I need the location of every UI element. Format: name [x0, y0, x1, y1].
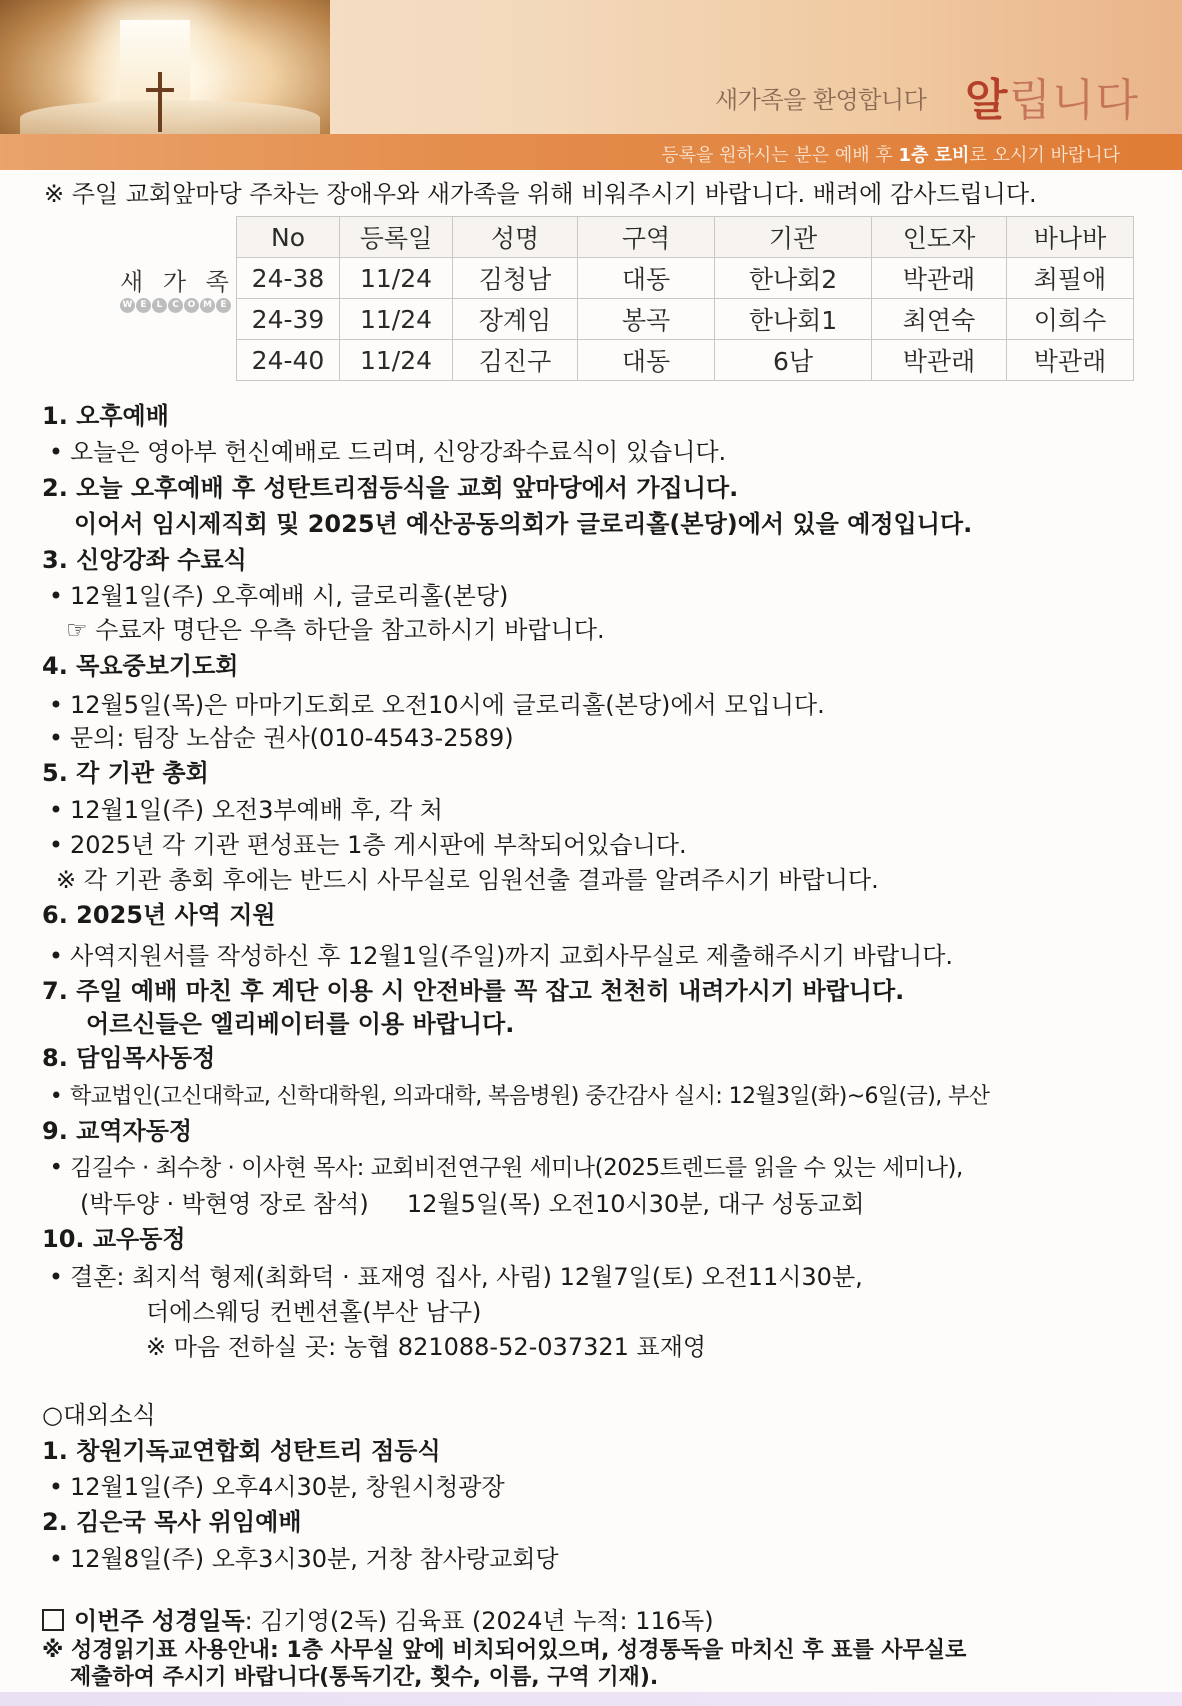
- cross-icon: [158, 72, 162, 132]
- list-item: • 김길수 · 최수창 · 이사현 목사: 교회비전연구원 세미나(2025트렌드를 읽을 수 있는 세미나),: [49, 1155, 963, 1181]
- col-header: 성명: [453, 217, 578, 258]
- item-4-title: 4. 목요중보기도회: [42, 652, 239, 680]
- list-item: • 12월8일(주) 오후3시30분, 거창 참사랑교회당: [48, 1545, 559, 1573]
- list-item: • 2025년 각 기관 편성표는 1층 게시판에 부착되어있습니다.: [48, 831, 687, 859]
- header-banner: [0, 0, 1182, 170]
- footer-band: [0, 1692, 1182, 1706]
- account-note: ※ 마음 전하실 곳: 농협 821088-52-037321 표재영: [146, 1333, 707, 1361]
- reading-note-line-2: 제출하여 주시기 바랍니다(통독기간, 횟수, 이름, 구역 기재).: [70, 1665, 659, 1690]
- checkbox-square-icon: [42, 1609, 64, 1631]
- list-item: • 결혼: 최지석 형제(최화덕 · 표재영 집사, 사림) 12월7일(토) 오전11시30분,: [48, 1263, 863, 1291]
- bible-reading-line: 이번주 성경일독: 김기영(2독) 김육표 (2024년 누적: 116독): [42, 1606, 714, 1636]
- list-item-note: ※ 각 기관 총회 후에는 반드시 사무실로 임원선출 결과를 알려주시기 바랍니다.: [56, 866, 879, 894]
- list-item: • 12월1일(주) 오후예배 시, 글로리홀(본당): [48, 582, 509, 610]
- item-8-title: 8. 담임목사동정: [42, 1044, 216, 1072]
- table-row: 24-39 11/24 장계임 봉곡 한나회1 최연숙 이희수: [237, 299, 1134, 340]
- item-9-title: 9. 교역자동정: [42, 1117, 193, 1145]
- list-item: • 12월1일(주) 오전3부예배 후, 각 처: [48, 796, 443, 824]
- list-item: • 오늘은 영아부 헌신예배로 드리며, 신앙강좌수료식이 있습니다.: [48, 438, 727, 466]
- list-item-continuation: (박두양 · 박현영 장로 참석) 12월5일(목) 오전10시30분, 대구 성동교회: [80, 1190, 865, 1218]
- newcomer-label: 새 가 족: [120, 268, 235, 296]
- table-row: 24-38 11/24 김청남 대동 한나회2 박관래 최필애: [237, 258, 1134, 299]
- reading-note-line-1: ※ 성경읽기표 사용안내: 1층 사무실 앞에 비치되어있으며, 성경통독을 마치신 후 표를 사무실로: [42, 1638, 967, 1663]
- external-1-title: 1. 창원기독교연합회 성탄트리 점등식: [42, 1437, 441, 1465]
- list-item: • 12월5일(목)은 마마기도회로 오전10시에 글로리홀(본당)에서 모입니다.: [48, 691, 825, 719]
- newcomer-table: [236, 216, 1134, 381]
- item-5-title: 5. 각 기관 총회: [42, 759, 209, 787]
- list-item-note: ☞ 수료자 명단은 우측 하단을 참고하시기 바랍니다.: [66, 616, 605, 644]
- item-2-line-1: 2. 오늘 오후예배 후 성탄트리점등식을 교회 앞마당에서 가집니다.: [42, 474, 739, 502]
- registration-note: 등록을 원하시는 분은 예배 후 1층 로비로 오시기 바랍니다: [661, 145, 1120, 166]
- external-news-heading: ○대외소식: [42, 1401, 156, 1429]
- list-item: • 사역지원서를 작성하신 후 12월1일(주일)까지 교회사무실로 제출해주시기 바랍니다.: [48, 942, 954, 970]
- parking-notice: ※ 주일 교회앞마당 주차는 장애우와 새가족을 위해 비워주시기 바랍니다. 배려에 감사드립니다.: [44, 180, 1037, 208]
- external-2-title: 2. 김은국 목사 위임예배: [42, 1508, 302, 1536]
- col-header: 바나바: [1007, 217, 1134, 258]
- item-7-line-2: 어르신들은 엘리베이터를 이용 바랍니다.: [86, 1010, 515, 1038]
- item-1-title: 1. 오후예배: [42, 402, 169, 430]
- list-item: • 문의: 팀장 노삼순 권사(010-4543-2589): [48, 724, 514, 752]
- item-6-title: 6. 2025년 사역 지원: [42, 901, 276, 929]
- table-header-row: [237, 217, 1134, 258]
- welcome-badges: W E L C O M E: [120, 298, 231, 313]
- list-item: • 12월1일(주) 오후4시30분, 창원시청광장: [48, 1473, 505, 1501]
- col-header: No: [237, 217, 340, 258]
- banner-title: 알립니다: [965, 75, 1140, 126]
- item-2-line-2: 이어서 임시제직회 및 2025년 예산공동의회가 글로리홀(본당)에서 있을 예정입니다.: [74, 510, 973, 538]
- item-7-line-1: 7. 주일 예배 마친 후 계단 이용 시 안전바를 꼭 잡고 천천히 내려가시기 바랍니다.: [42, 977, 905, 1005]
- banner-subtitle: 새가족을 환영합니다: [715, 86, 927, 114]
- col-header: 등록일: [340, 217, 453, 258]
- item-3-title: 3. 신앙강좌 수료식: [42, 546, 247, 574]
- table-row: 24-40 11/24 김진구 대동 6남 박관래 박관래: [237, 340, 1134, 381]
- col-header: 구역: [578, 217, 715, 258]
- col-header: 인도자: [872, 217, 1007, 258]
- list-item: • 학교법인(고신대학교, 신학대학원, 의과대학, 복음병원) 중간감사 실시: 12월3일(화)~6일(금), 부산: [49, 1084, 990, 1109]
- col-header: 기관: [715, 217, 872, 258]
- list-item-continuation: 더에스웨딩 컨벤션홀(부산 남구): [146, 1298, 482, 1326]
- item-10-title: 10. 교우동정: [42, 1225, 186, 1253]
